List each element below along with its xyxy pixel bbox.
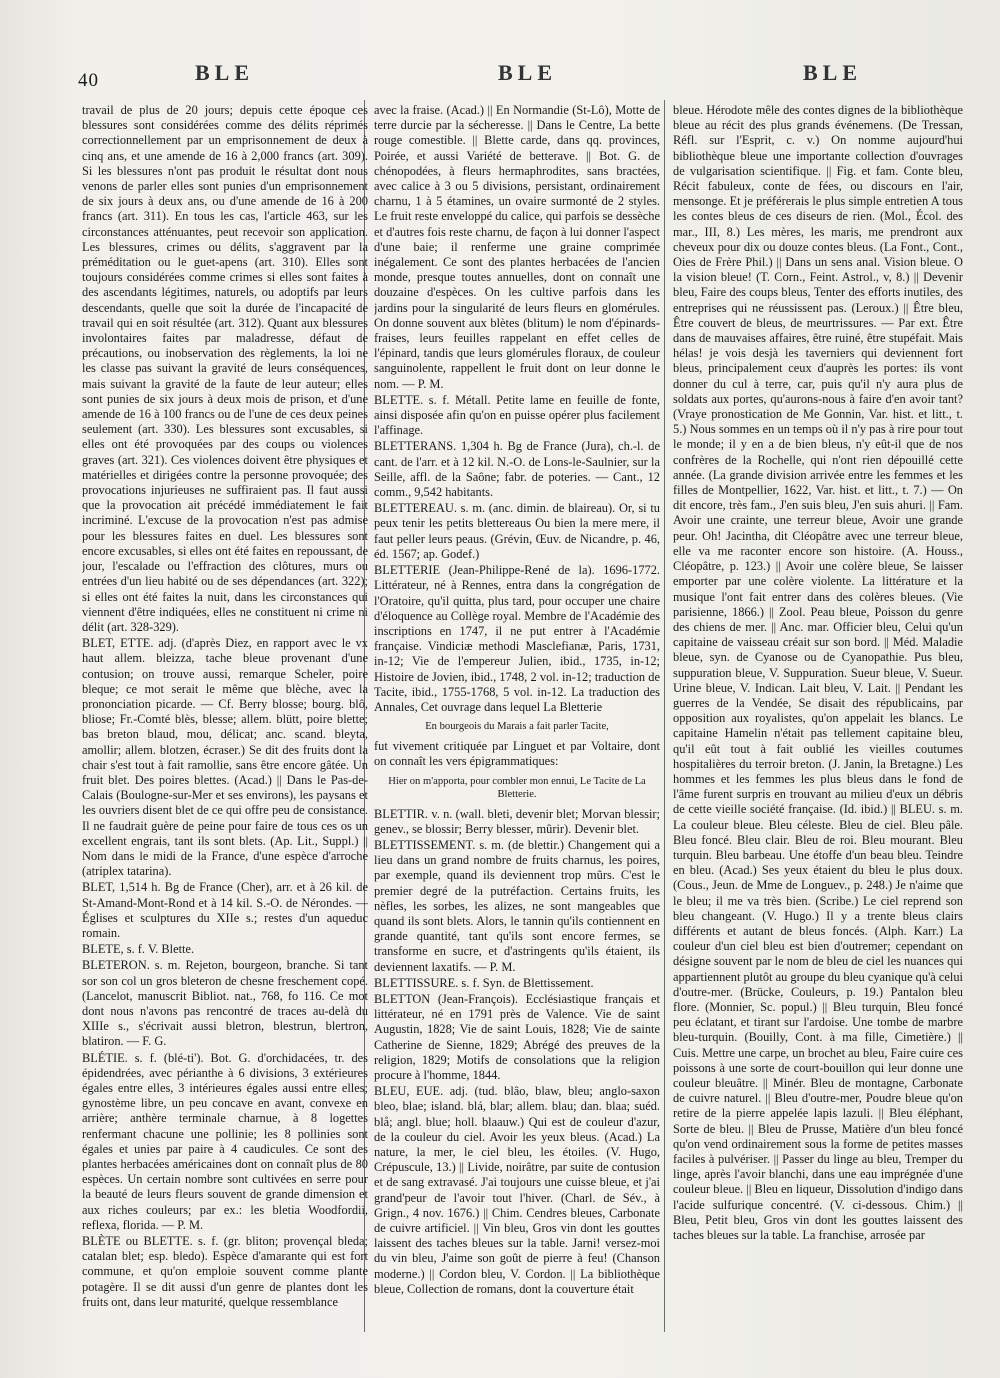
entry-blete-ou-blette: BLÈTE ou BLETTE. s. f. (gr. bliton; provençal bleda; catalan blet; esp. bledo). Espèce d'amarante qui est fort commune, et qu'on emploie souvent comme plante potagère. Il se dit aussi d'un genre de plantes dont les fruits ont, dans leur maturité, quelque ressemblance xyxy=(82,1234,368,1309)
entry-blettereau: BLETTEREAU. s. m. (anc. dimin. de blaireau). Or, si tu peux tenir les petits blettereaus Ou bien la mere mere, il faut peller leurs peaus. (Grévin, Œuv. de Nicandre, p. 46, éd. 1567; ap. Godef.) xyxy=(374,501,660,561)
entry-blettissure: BLETTISSURE. s. f. Syn. de Blettissement. xyxy=(374,975,594,990)
paragraph-blette-continued: avec la fraise. (Acad.) || En Normandie (St-Lô), Motte de terre durcie par la sécheresse. || Dans le Centre, La bette rouge comestible. || Blette carde, dans qq. provinces, Poirée, et aussi Variété de betterave. || Bot. G. de chénopodées, à fleurs hermaphrodites, sans bractées, avec calice à 3 ou 5 divisions, persistant, ordinairement charnu, 1 à 5 étamines, un ovaire surmonté de 2 styles. Le fruit reste enveloppé du calice, qui parfois se dessèche et d'autres fois reste charnu, de façon à lui donner l'aspect d'une baie; il renferme une graine comprimée inégalement. Ce sont des plantes herbacées de l'ancien monde, presque toutes annuelles, dont on connaît une douzaine d'espèces. On les cultive parfois dans les jardins pour la singularité de leurs fleurs en glomérules. On donne souvent aux blètes (blitum) le nom d'épinards-fraises, leurs feuilles rappelant en effet celles de l'épinard, tandis que leurs glomérules floraux, de couleur sanguinolente, rappellent le fruit dont on leur donne le nom. — P. M. xyxy=(374,103,660,391)
text-column-right xyxy=(673,103,963,1323)
running-head-right: BLE xyxy=(803,60,863,85)
paragraph-bletterie-continued: fut vivement critiquée par Linguet et par Voltaire, dont on connaît les vers épigrammatiques: xyxy=(374,739,660,769)
verse-quote-2: Hier on m'apporta, pour combler mon ennui, Le Tacite de La Bletterie. xyxy=(388,775,646,800)
paragraph-bleu-continued: bleue. Hérodote mêle des contes dignes de la bibliothèque bleue au récit des plus grands événemens. (De Tressan, Réfl. sur l'Esprit, c. v.) On nomme aujourd'hui bibliothèque bleue une importante collection d'ouvrages de vulgarisation scientifique. || Fig. et fam. Conte bleu, Récit fabuleux, conte de fées, ou discours en l'air, mensonge. Et je préférerais le plus simple entretien A tous les contes bleus de ces diseurs de rien. (Mol., Écol. des mar., III, 8.) Les mères, les maris, me prendront aux cheveux pour dix ou douze contes bleus. (La Font., Cont., Oies de Frère Phil.) || Dans un sens anal. Vision bleue. O la vision bleue! (T. Corn., Feint. Astrol., v, 8.) || Devenir bleu, Faire des coups bleus, Tenter des efforts inutiles, des entreprises qui ne réussissent pas. (Leroux.) || Être bleu, Être couvert de bleus, de meurtrissures. — Par ext. Être dans de mauvaises affaires, être ruiné, être stupéfait. Mais hélas! je vois desjà les taverniers qui deviennent fort bleus, principalement ceux d'auprès les portes: ils vont donner du cul à terre, car, puis qu'il n'y aura plus de soldats aux portes, qu'aurons-nous à faire d'en avoir tant? (Vraye pronostication de Me Gonnin, Var. hist. et litt., t. 5.) Nous sommes en un temps où il n'y pas à rire pour tout le monde; il y en a de bien bleus, n'y eût-il que de nos confrères de la Rochelle, qui n'ont rien dépouillé cette année. (La grande division arrivée entre les femmes et les filles de Montpellier, 1622, Var. hist. et litt., t. 7.) — On dit encore, très fam., J'en suis bleu, J'en suis ahuri. || Fam. Avoir une crainte, une terreur bleue, Avoir une grande peur. Oh! Jacintha, dit Cléopâtre avec une terreur bleue, elle va me raconter encore son histoire. (A. Houss., Cléopâtre, p. 123.) || Avoir une colère bleue, Se laisser emporter par une colère violente. La littérature et la musique l'ont fait entrer dans des colères bleues. (Vie parisienne, 1866.) || Zool. Peau bleue, Poisson du genre des chiens de mer. || Anc. mar. Officier bleu, Celui qu'un capitaine de vaisseau créait sur son bord. || Méd. Maladie bleue, syn. de Cyanose ou de Cyanopathie. Pus bleu, suppuration bleue, V. Suppuration. Sueur bleue, V. Sueur. Urine bleue, V. Indican. Lait bleu, V. Lait. || Pendant les guerres de la Vendée, Se disait des républicains, par opposition aux royalistes, qu'on appelait les blancs. Le capitaine Hamelin n'était pas tellement capitaine bleu, qu'il eût tout à fait oublié les vieilles coutumes hospitalières du terroir breton. (J. Janin, la Bretagne.) Les hommes et les femmes les plus bleus dans le fond de l'âme furent surpris en trouvant au milieu d'eux un débris de cette vieille société française. (Id. ibid.) || BLEU. s. m. La couleur bleue. Bleu céleste. Bleu de ciel. Bleu pâle. Bleu foncé. Bleu clair. Bleu de roi. Bleu mourant. Bleu turquin. Bleu barbeau. Une étoffe d'un beau bleu. Teindre en bleu. (Acad.) Ses yeux étaient du bleu le plus doux. (Cous., Jeun. de Mme de Longuev., p. 248.) Je n'aime que le bleu; il me va très bien. (Scribe.) Le ciel reprend son bleu changeant. (V. Hugo.) Il y a trente bleus clairs différents et autant de bleus foncés. (Alph. Karr.) La couleur d'un ciel bleu est bien d'outremer; cependant on désigne souvent par le nom de bleu de ciel les nuances qui appartiennent plutôt au groupe du bleu cyanique qu'à celui d'outre-mer. (Brücke, Couleurs, p. 19.) Pantalon bleu flore. (Monnier, Sc. popul.) || Bleu turquin, Bleu foncé peu éclatant, et tirant sur l'ardoise. Une tombe de marbre bleu-turquin. (Bouilly, Cont. à ma fille, Cimetière.) || Cuis. Mettre une carpe, un brochet au bleu, Faire cuire ces poissons à une sorte de court-bouillon qui leur donne une couleur bleuâtre. || Minér. Bleu de montagne, Carbonate de cuivre naturel. || Bleu d'outre-mer, Poudre bleue qu'on retire de la pierre appelée lapis lazuli. || Bleu éléphant, Sorte de bleu. || Bleu de Prusse, Matière d'un bleu foncé qu'on vend ordinairement sous la forme de petites masses faciles à pulvériser. || Passer du linge au bleu, Tremper du linge, après l'avoir blanchi, dans une eau imprégnée d'une couleur bleue. || Bleu en liqueur, Dissolution d'indigo dans l'acide sulfurique concentré. (V. ci-dessous. Chim.) || Bleu, Petit bleu, Gros vin dont les gouttes laissent des taches bleues sur la table. La franchise, arrosée par xyxy=(673,103,963,1243)
paragraph-blessures-continued: travail de plus de 20 jours; depuis cette époque ces blessures sont considérées comme des délits réprimés correctionnellement par un emprisonnement de deux à cinq ans, et une amende de 16 à 2,000 francs (art. 309). Si les blessures n'ont pas produit le résultat dont nous venons de parler elles sont punies d'un emprisonnement de six jours à deux ans, ou d'une amende de 16 à 200 francs (art. 311). En tous les cas, l'article 463, sur les circonstances atténuantes, peut recevoir son application. Les blessures, crimes ou délits, s'aggravent par la préméditation ou le guet-apens (art. 310). Elles sont toujours considérées comme crimes si elles sont faites à des ascendants légitimes, naturels, ou adoptifs par leurs descendants, quelle que soit la durée de l'incapacité de travail qui en soit résultée (art. 312). Quant aux blessures involontaires faites par maladresse, défaut de précautions, ou inobservation des règlements, la loi ne les classe pas suivant la gravité de leurs conséquences, mais suivant la gravité de la faute de leur auteur; elles sont punies de six jours à deux mois de prison, et d'une amende de 16 à 100 francs ou de l'une de ces deux peines seulement (art. 330). Les blessures sont excusables, si elles ont été provoquées par des coups ou violences graves (art. 321). Ces violences doivent être physiques et matérielles et dirigées contre la personne provoquée; des provocations injurieuses ne suffiraient pas. Il faut aussi que la provocation ait précédé immédiatement le fait incriminé. L'excuse de la provocation n'est pas admise pour les blessures faites en duel. Les blessures sont encore excusables, si elles ont été faites en repoussant, de jour, l'escalade ou l'effraction des clôtures, murs ou entrées d'un lieu habité ou de ses dépendances (art. 322); si elles ont été faites la nuit, dans les circonstances qui viennent d'être indiquées, elles ne constituent ni crime ni délit (art. 328-329). xyxy=(82,103,368,634)
running-head-center: BLE xyxy=(498,60,558,85)
entry-blette-metall: BLETTE. s. f. Métall. Petite lame en feuille de fonte, ainsi disposée afin qu'on en puisse opérer plus facilement l'affinage. xyxy=(374,392,660,438)
verse-quote-1: En bourgeois du Marais a fait parler Tacite, xyxy=(425,721,609,733)
entry-bletton: BLETTON (Jean-François). Ecclésiastique français et littérateur, né en 1791 près de Valence. Vie de saint Augustin, 1828; Vie de saint Louis, 1828; Vie de sainte Catherine de Sienne, 1829; Abrégé des preuves de la religion, 1829; Motifs de consolations que la religion procure à l'homme, 1844. xyxy=(374,991,660,1082)
entry-bletterans: BLETTERANS. 1,304 h. Bg de France (Jura), ch.-l. de cant. de l'arr. et à 12 kil. N.-O. de Lons-le-Saulnier, sur la Seille, affl. de la Saône; fabr. de poteries. — Cant., 12 comm., 9,542 habitants. xyxy=(374,439,660,500)
text-column-center xyxy=(374,103,660,1323)
entry-bleteron: BLETERON. s. m. Rejeton, bourgeon, branche. Si tant sor son col un gros bleteron de chesne freschement copé. (Lancelot, manuscrit Bibliot. nat., 768, fo 116. Ce mot dont nous n'avons pas rencontré de traces au-delà du XIIIe s., s'écrivait aussi bletron, blestrun, blertron, blatiron. — F. G. xyxy=(82,958,368,1049)
entry-blettissement: BLETTISSEMENT. s. m. (de blettir.) Changement qui a lieu dans un grand nombre de fruits charnus, les poires, par exemple, quand ils deviennent trop mûrs. C'est le premier degré de la putréfaction. Certains fruits, les nèfles, les sorbes, les alizes, ne sont mangeables que quand ils sont blets. Alors, le tannin qu'ils contiennent en grande quantité, tant qu'ils sont encore fermes, se transforme en sucre, et d'astringents qu'ils étaient, ils deviennent laxatifs. — P. M. xyxy=(374,837,660,974)
entry-blet-adj: BLET, ETTE. adj. (d'après Diez, en rapport avec le vx haut allem. bleizza, tache bleue provenant d'une contusion; on trouve aussi, remarque Scheler, poire bleque; ce mot serait le même que blèche, avec la prononciation picarde. — Cf. Berry blosse; bourg. blô, bliose; Fr.-Comté blès, blesse; allem. blütt, poire blette; bas breton blaud, mou, délicat; anc. scand. bleyta, amollir; allem. blotzen, écraser.) Se dit des fruits dont la chair s'est tout à fait ramollie, sans être encore gâtée. Un fruit blet. Des poires blettes. (Acad.) || Dans le Pas-de-Calais (Boulogne-sur-Mer et ses environs), les paysans et les ouvriers disent blet de ce qui offre peu de consistance. Il ne faudrait guère de peine pour faire de tous ces os un excellent engrais, tant ils sont blets. (Ap. Lit., Suppl.) || Nom dans le midi de la France, d'une espèce d'arroche (atriplex tatarina). xyxy=(82,636,368,879)
column-divider-right xyxy=(664,100,665,1332)
entry-blettir: BLETTIR. v. n. (wall. bleti, devenir blet; Morvan blessir; genev., se blossir; Berry blesser, mûrir). Devenir blet. xyxy=(374,806,660,836)
entry-bleu: BLEU, EUE. adj. (tud. blâo, blaw, bleu; anglo-saxon bleo, blae; island. blá, blar; allem. blau; dan. blaa; suéd. blå; angl. blue; holl. blaauw.) Qui est de couleur d'azur, de la couleur du ciel. Avoir les yeux bleus. (Acad.) La nature, la mer, le ciel bleu, les étoiles. (V. Hugo, Crépuscule, 13.) || Livide, noirâtre, par suite de contusion et de sang extravasé. J'ai toujours une cuisse bleue, et j'ai grand'peur de l'avoir tout l'hiver. (Charl. de Sév., à Grign., 4 nov. 1676.) || Chim. Cendres bleues, Carbonate de cuivre artificiel. || Vin bleu, Gros vin dont les gouttes laissent des taches bleues sur la table. Jarni! versez-moi du vin bleu, J'aime son goût de pierre à feu! (Chanson moderne.) || Cordon bleu, V. Cordon. || La bibliothèque bleue, Collection de romans, dont la couverture était xyxy=(374,1084,660,1296)
entry-blet-place: BLET, 1,514 h. Bg de France (Cher), arr. et à 26 kil. de St-Amand-Mont-Rond et à 14 kil. S.-O. de Nérondes. — Églises et sculptures du XIIe s.; restes d'un aqueduc romain. xyxy=(82,880,368,940)
entry-bletterie: BLETTERIE (Jean-Philippe-René de la). 1696-1772. Littérateur, né à Rennes, entra dans la congrégation de l'Oratoire, qu'il quitta, plus tard, pour occuper une chaire d'éloquence au Collège royal. Membre de l'Académie des inscriptions en 1747, il ne put entrer à l'Académie française. Vindiciæ methodi Masclefianæ, Paris, 1731, in-12; Vie de l'empereur Julien, ibid., 1735, in-12; Histoire de Jovien, ibid., 1748, 2 vol. in-12; traduction de Tacite, ibid., 1755-1768, 5 vol. in-12. La traduction des Annales, Cet ouvrage dans lequel La Bletterie xyxy=(374,563,660,714)
running-head-left: BLE xyxy=(195,60,255,85)
entry-bletie: BLÉTIE. s. f. (blé-ti'). Bot. G. d'orchidacées, tr. des épidendrées, avec périanthe à 6 divisions, 3 extérieures égales entre elles, 3 intérieures égales aussi entre elles; gynostème libre, un peu concave en avant, convexe en arrière; anthère terminale charnue, à 8 logettes renfermant chacune une pollinie; les 8 pollinies sont égales et unies par paire à 4 caudicules. Ce sont des plantes herbacées américaines dont on connaît plus de 80 espèces. Un certain nombre sont cultivées en serre pour la beauté de leurs fleurs souvent de grande dimension et aux riches couleurs; par ex.: les bletia Woodfordii, reflexa, florida. — P. M. xyxy=(82,1050,368,1232)
page-number: 40 xyxy=(78,70,99,91)
entry-blete: BLETE, s. f. V. Blette. xyxy=(82,942,195,957)
text-column-left xyxy=(82,103,368,1323)
